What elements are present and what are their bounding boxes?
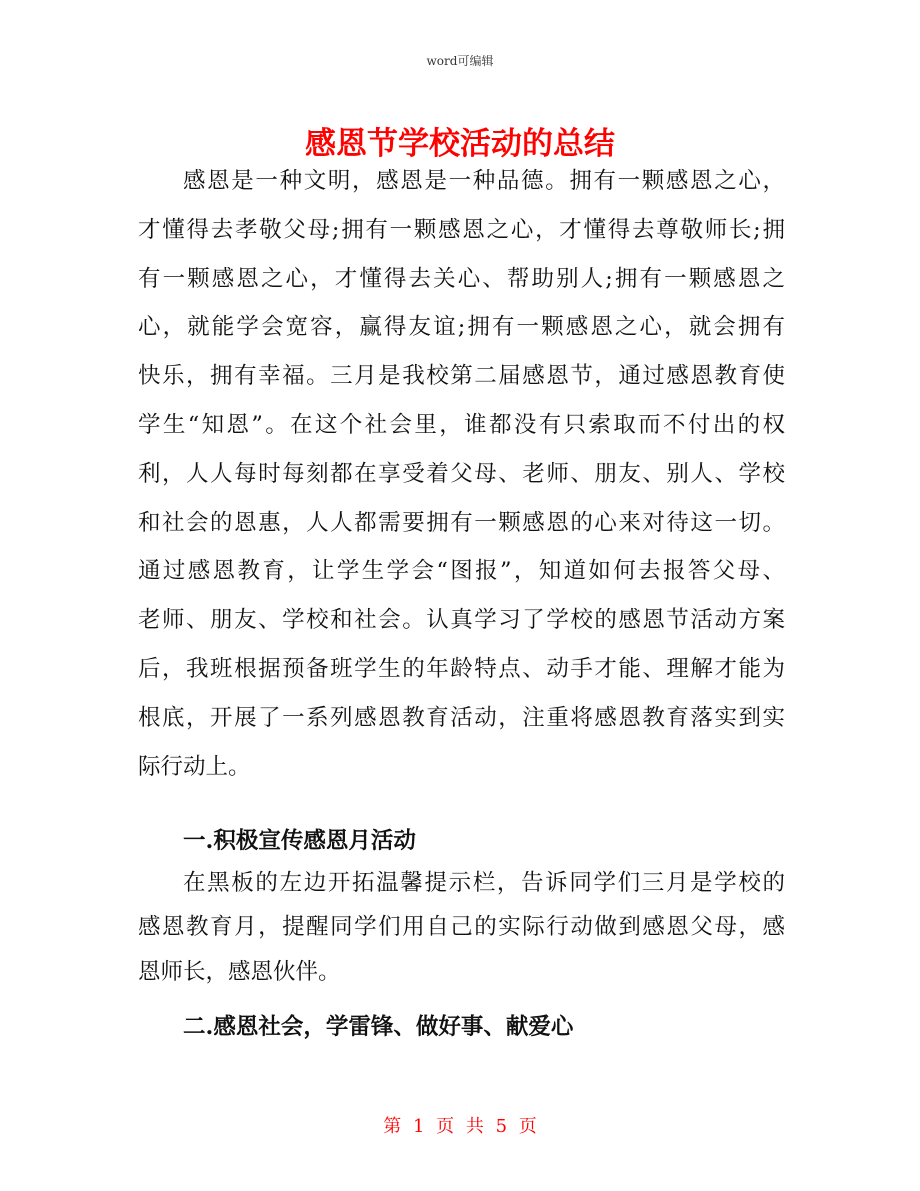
paragraph-line: 老师、朋友、学校和社会。认真学习了学校的感恩节活动方案	[138, 607, 785, 633]
paragraph-line: 后，我班根据预备班学生的年龄特点、动手才能、理解才能为	[138, 656, 785, 682]
paragraph-line: 才懂得去孝敬父母;拥有一颗感恩之心，才懂得去尊敬师长;拥	[138, 217, 785, 243]
paragraph-line: 在黑板的左边开拓温馨提示栏，告诉同学们三月是学校的	[183, 870, 785, 896]
paragraph-line: 通过感恩教育，让学生学会“图报”，知道如何去报答父母、	[138, 558, 785, 584]
section-heading: 一.积极宣传感恩月活动	[183, 828, 416, 854]
paragraph-line: 恩师长，感恩伙伴。	[138, 959, 341, 985]
paragraph-line: 有一颗感恩之心，才懂得去关心、帮助别人;拥有一颗感恩之	[138, 266, 785, 292]
section-heading: 二.感恩社会，学雷锋、做好事、献爱心	[183, 1014, 574, 1040]
paragraph-line: 根底，开展了一系列感恩教育活动，注重将感恩教育落实到实	[138, 705, 785, 731]
paragraph-line: 心，就能学会宽容，赢得友谊;拥有一颗感恩之心，就会拥有	[138, 314, 785, 340]
paragraph-line: 利，人人每时每刻都在享受着父母、老师、朋友、别人、学校	[138, 461, 785, 487]
page-number-footer: 第 1 页 共 5 页	[383, 1116, 537, 1137]
paragraph-line: 际行动上。	[138, 754, 251, 780]
paragraph-line: 感恩是一种文明，感恩是一种品德。拥有一颗感恩之心，	[183, 168, 785, 194]
paragraph-line: 学生“知恩”。在这个社会里，谁都没有只索取而不付出的权	[138, 412, 785, 438]
paragraph-line: 快乐，拥有幸福。三月是我校第二届感恩节，通过感恩教育使	[138, 363, 785, 389]
page-header: word可编辑	[426, 54, 494, 68]
paragraph-line: 感恩教育月，提醒同学们用自己的实际行动做到感恩父母，感	[138, 914, 785, 940]
document-title: 感恩节学校活动的总结	[305, 126, 615, 162]
paragraph-line: 和社会的恩惠，人人都需要拥有一颗感恩的心来对待这一切。	[138, 510, 785, 536]
